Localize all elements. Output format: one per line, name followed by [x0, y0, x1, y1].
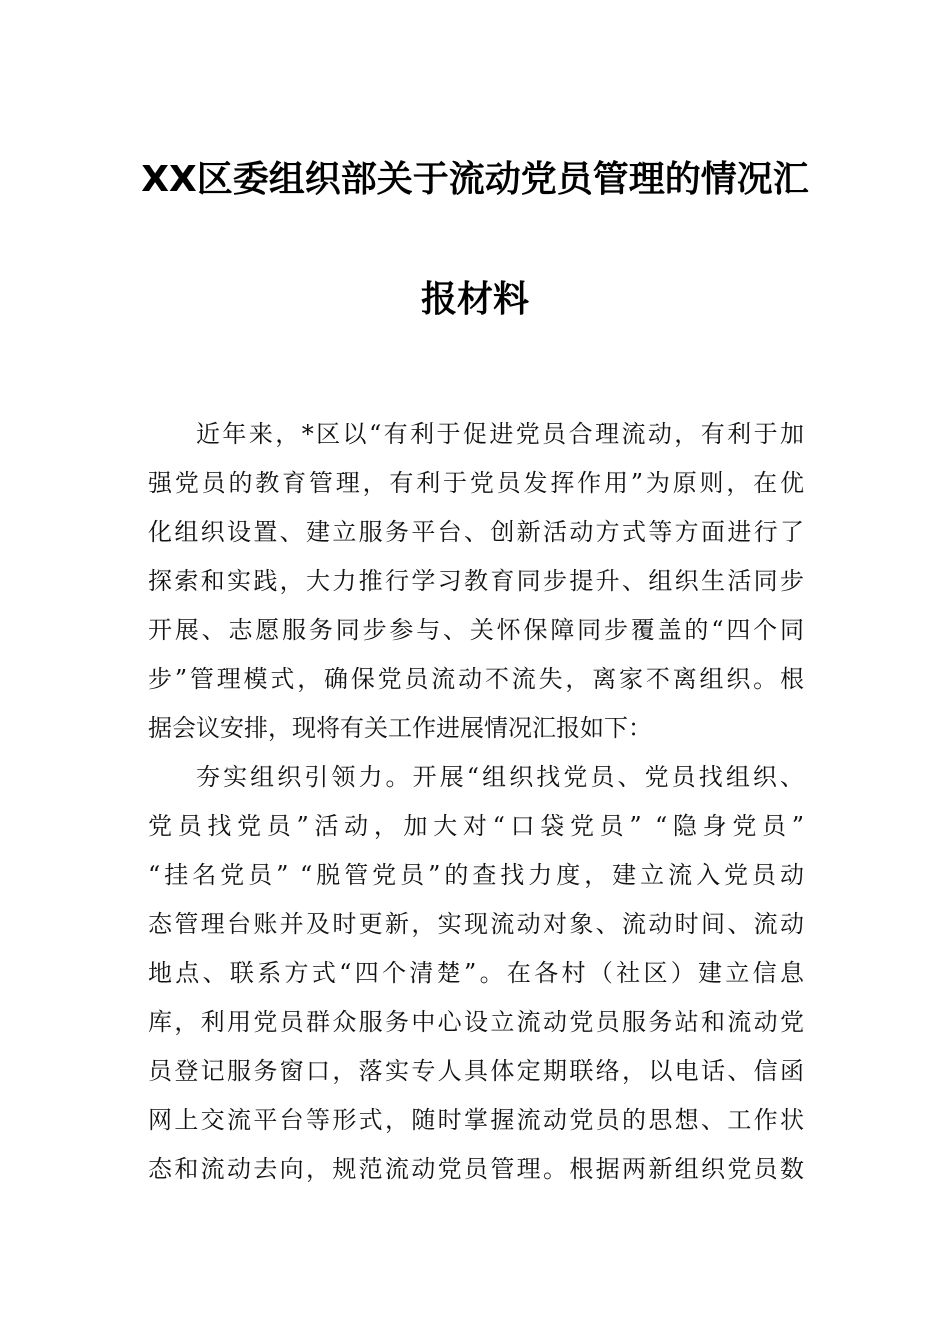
paragraph-line: 网上交流平台等形式，随时掌握流动党员的思想、工作状 [148, 1106, 804, 1134]
paragraph-line: 强党员的教育管理，有利于党员发挥作用”为原则，在优 [148, 469, 804, 497]
paragraph-organization [148, 753, 804, 1194]
paragraph-line: 地点、联系方式“四个清楚”。在各村（社区）建立信息 [148, 959, 804, 987]
paragraph-line: 党员找党员”活动，加大对“口袋党员” “隐身党员” [148, 812, 804, 840]
paragraph-line: “挂名党员” “脱管党员”的查找力度，建立流入党员动 [148, 861, 804, 889]
paragraph-line: 库，利用党员群众服务中心设立流动党员服务站和流动党 [148, 1008, 804, 1036]
paragraph-line: 据会议安排，现将有关工作进展情况汇报如下： [148, 714, 652, 742]
document-body [148, 410, 804, 1194]
paragraph-line: 态和流动去向，规范流动党员管理。根据两新组织党员数 [148, 1155, 804, 1183]
paragraph-line: 开展、志愿服务同步参与、关怀保障同步覆盖的“四个同 [148, 616, 804, 644]
paragraph-intro [148, 410, 804, 753]
paragraph-line: 近年来，*区以“有利于促进党员合理流动，有利于加 [196, 420, 804, 448]
paragraph-line: 探索和实践，大力推行学习教育同步提升、组织生活同步 [148, 567, 804, 595]
document-title-line-2: 报材料 [420, 279, 529, 320]
paragraph-line: 态管理台账并及时更新，实现流动对象、流动时间、流动 [148, 910, 804, 938]
paragraph-line: 员登记服务窗口，落实专人具体定期联络，以电话、信函 [148, 1057, 804, 1085]
paragraph-line: 步”管理模式，确保党员流动不流失，离家不离组织。根 [148, 665, 804, 693]
document-title-line-1: XX区委组织部关于流动党员管理的情况汇 [141, 159, 809, 200]
paragraph-line: 夯实组织引领力。开展“组织找党员、党员找组织、 [196, 763, 804, 791]
paragraph-line: 化组织设置、建立服务平台、创新活动方式等方面进行了 [148, 518, 804, 546]
